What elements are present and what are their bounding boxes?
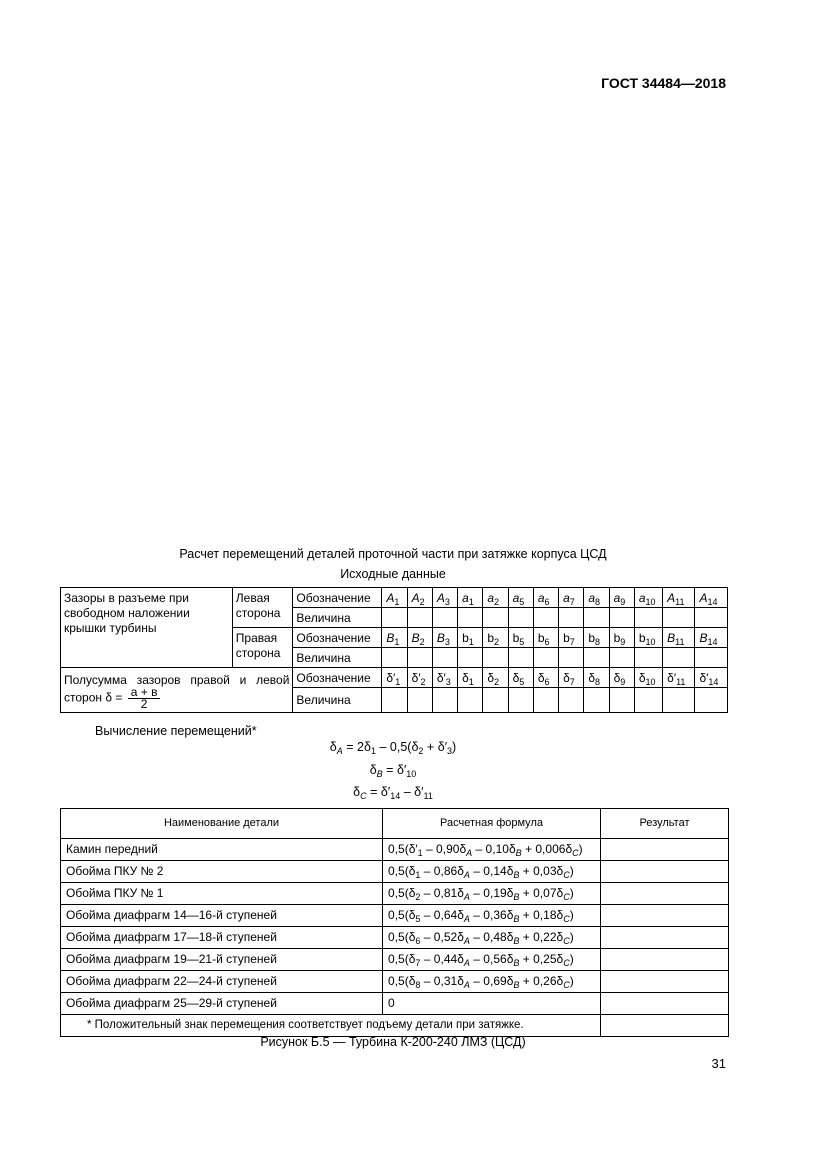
value-cell: [559, 608, 584, 628]
table-row: [61, 883, 729, 905]
formula: $0,5(\delta_8 - 0,31\delta_A - 0,69\delta_B + 0,26\delta_C)$: [383, 971, 601, 993]
table-row: [61, 993, 729, 1015]
value-cell: [559, 688, 584, 713]
left-symbol: $A_{11}$: [663, 588, 695, 608]
part-name: Обойма диафрагм 25—29-й ступеней: [61, 993, 383, 1015]
value-cell: [663, 648, 695, 668]
formula: $0,5(\delta'_1 - 0,90\delta_A - 0,10\delta_B + 0,006\delta_C)$: [383, 839, 601, 861]
designation-label: Обозначение: [293, 668, 382, 688]
result-cell: [601, 839, 729, 861]
value-cell: [407, 608, 432, 628]
result-cell: [601, 905, 729, 927]
left-symbol: $a_8$: [584, 588, 609, 608]
formula: $0,5(\delta_7 - 0,44\delta_A - 0,56\delta_B + 0,25\delta_C)$: [383, 949, 601, 971]
fraction-numerator: а + в: [128, 687, 161, 699]
value-cell: [432, 688, 457, 713]
value-cell: [663, 608, 695, 628]
page-number: 31: [711, 1056, 726, 1071]
part-name: Обойма диафрагм 19—21-й ступеней: [61, 949, 383, 971]
right-symbol: $b_8$: [584, 628, 609, 648]
value-cell: [458, 648, 483, 668]
designation-label: Обозначение: [293, 588, 382, 608]
value-cell: [609, 608, 634, 628]
delta-symbol: $\delta'_{14}$: [695, 668, 728, 688]
value-cell: [533, 608, 558, 628]
value-cell: [458, 688, 483, 713]
delta-symbol: $\delta_6$: [533, 668, 558, 688]
designation-label: Обозначение: [293, 628, 382, 648]
formula: $0,5(\delta_1 - 0,86\delta_A - 0,14\delta_B + 0,03\delta_C)$: [383, 861, 601, 883]
header-formula: Расчетная формула: [383, 809, 601, 839]
table-subtitle: Исходные данные: [340, 567, 446, 581]
formula: $0,5(\delta_6 - 0,52\delta_A - 0,48\delta_B + 0,22\delta_C)$: [383, 927, 601, 949]
right-symbol: $b_6$: [533, 628, 558, 648]
value-cell: [508, 648, 533, 668]
value-cell: [382, 608, 407, 628]
footnote-row: [61, 1015, 729, 1037]
left-symbol: $a_9$: [609, 588, 634, 608]
formula: 0: [383, 993, 601, 1015]
left-symbol: $a_{10}$: [634, 588, 662, 608]
footnote: * Положительный знак перемещения соответствует подъему детали при затяжке.: [61, 1015, 601, 1037]
value-cell: [584, 608, 609, 628]
right-side-label: Правая сторона: [232, 628, 293, 668]
part-name: Камин передний: [61, 839, 383, 861]
table-row: [61, 971, 729, 993]
half-sum-label: [61, 668, 293, 713]
equation-delta-c: $\delta_C = \delta'_{14} - \delta'_{11}$: [353, 785, 433, 801]
value-cell: [663, 688, 695, 713]
table-row: [61, 905, 729, 927]
value-cell: [483, 688, 508, 713]
right-symbol: $b_7$: [559, 628, 584, 648]
value-cell: [695, 688, 728, 713]
value-cell: [634, 688, 662, 713]
table-row: [61, 839, 729, 861]
right-symbol: $B_3$: [432, 628, 457, 648]
delta-symbol: $\delta_2$: [483, 668, 508, 688]
value-cell: [382, 648, 407, 668]
result-cell: [601, 993, 729, 1015]
value-cell: [432, 608, 457, 628]
table-title: Расчет перемещений деталей проточной части при затяжке корпуса ЦСД: [179, 547, 607, 561]
value-cell: [533, 648, 558, 668]
result-cell: [601, 949, 729, 971]
delta-symbol: $\delta'_1$: [382, 668, 407, 688]
delta-symbol: $\delta_8$: [584, 668, 609, 688]
right-symbol: $b_5$: [508, 628, 533, 648]
delta-symbol: $\delta'_3$: [432, 668, 457, 688]
right-symbol: $B_{14}$: [695, 628, 728, 648]
delta-symbol: $\delta_5$: [508, 668, 533, 688]
value-cell: [407, 648, 432, 668]
value-cell: [533, 688, 558, 713]
value-cell: [407, 688, 432, 713]
value-cell: [584, 688, 609, 713]
part-name: Обойма ПКУ № 1: [61, 883, 383, 905]
fraction: [128, 684, 161, 711]
left-symbol: $a_7$: [559, 588, 584, 608]
right-symbol: $b_2$: [483, 628, 508, 648]
value-label: Величина: [293, 688, 382, 713]
table-header-row: [61, 809, 729, 839]
value-cell: [695, 608, 728, 628]
calc-heading: Вычисление перемещений*: [95, 724, 257, 738]
right-symbol: $B_1$: [382, 628, 407, 648]
value-cell: [382, 688, 407, 713]
result-cell: [601, 971, 729, 993]
delta-symbol: $\delta_{10}$: [634, 668, 662, 688]
result-cell: [601, 861, 729, 883]
formula: $0,5(\delta_2 - 0,81\delta_A - 0,19\delta_B + 0,07\delta_C)$: [383, 883, 601, 905]
value-cell: [634, 648, 662, 668]
value-cell: [584, 648, 609, 668]
delta-symbol: $\delta_1$: [458, 668, 483, 688]
delta-symbol: $\delta_7$: [559, 668, 584, 688]
value-cell: [609, 648, 634, 668]
header-result: Результат: [601, 809, 729, 839]
left-symbol: $a_6$: [533, 588, 558, 608]
value-cell: [483, 608, 508, 628]
left-symbol: $A_{14}$: [695, 588, 728, 608]
fraction-denominator: 2: [140, 696, 148, 711]
right-symbol: $b_9$: [609, 628, 634, 648]
table-row: [61, 861, 729, 883]
right-symbol: $b_1$: [458, 628, 483, 648]
table-row: [61, 927, 729, 949]
value-cell: [508, 608, 533, 628]
value-cell: [695, 648, 728, 668]
result-cell: [601, 927, 729, 949]
delta-symbol: $\delta'_2$: [407, 668, 432, 688]
gaps-label: Зазоры в разъеме при свободном наложении крышки турбины: [61, 588, 233, 668]
half-sum-text: Полусумма зазоров правой и левой сторон δ =: [64, 672, 290, 705]
equation-delta-b: $\delta_B = \delta'_{10}$: [369, 763, 417, 779]
value-cell: [432, 648, 457, 668]
formula: $0,5(\delta_5 - 0,64\delta_A - 0,36\delta_B + 0,18\delta_C)$: [383, 905, 601, 927]
left-symbol: $a_1$: [458, 588, 483, 608]
table-row: [61, 949, 729, 971]
value-cell: [634, 608, 662, 628]
value-cell: [458, 608, 483, 628]
right-symbol: $b_{10}$: [634, 628, 662, 648]
right-symbol: $B_2$: [407, 628, 432, 648]
figure-caption: Рисунок Б.5 — Турбина К-200-240 ЛМЗ (ЦСД): [260, 1035, 526, 1049]
footnote-empty-cell: [601, 1015, 729, 1037]
value-label: Величина: [293, 648, 382, 668]
part-name: Обойма ПКУ № 2: [61, 861, 383, 883]
part-name: Обойма диафрагм 17—18-й ступеней: [61, 927, 383, 949]
part-name: Обойма диафрагм 14—16-й ступеней: [61, 905, 383, 927]
left-side-label: Левая сторона: [232, 588, 293, 628]
equation-delta-a: $\delta_A = 2\delta_1 - 0,5(\delta_2 + \delta'_3)$: [329, 740, 457, 756]
left-symbol: $A_2$: [407, 588, 432, 608]
left-symbol: $a_2$: [483, 588, 508, 608]
left-symbol: $A_3$: [432, 588, 457, 608]
value-cell: [508, 688, 533, 713]
part-name: Обойма диафрагм 22—24-й ступеней: [61, 971, 383, 993]
left-symbol: $a_5$: [508, 588, 533, 608]
result-cell: [601, 883, 729, 905]
left-symbol: $A_1$: [382, 588, 407, 608]
value-cell: [559, 648, 584, 668]
right-symbol: $B_{11}$: [663, 628, 695, 648]
displacement-table: [60, 808, 729, 1037]
value-cell: [483, 648, 508, 668]
value-cell: [609, 688, 634, 713]
delta-symbol: $\delta_9$: [609, 668, 634, 688]
delta-symbol: $\delta'_{11}$: [663, 668, 695, 688]
header-part-name: Наименование детали: [61, 809, 383, 839]
value-label: Величина: [293, 608, 382, 628]
source-data-table: [60, 587, 728, 713]
standard-number: ГОСТ 34484—2018: [601, 75, 726, 91]
